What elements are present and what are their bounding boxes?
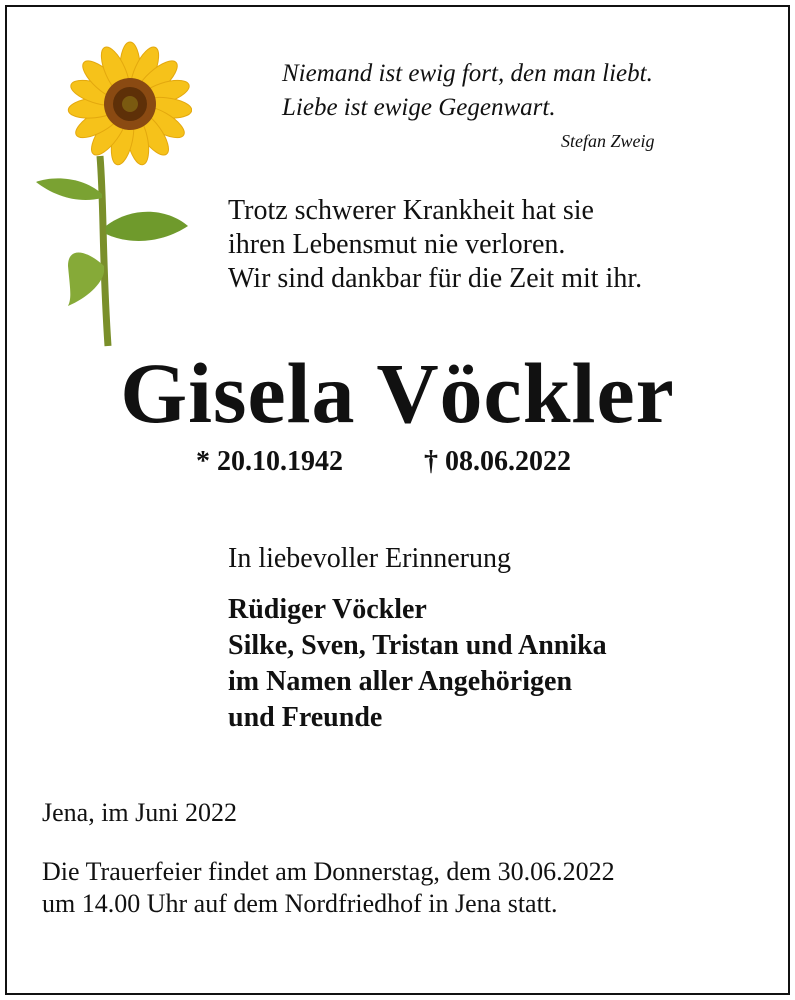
death-date: † 08.06.2022 (424, 446, 571, 477)
intro-line: ihren Lebensmut nie verloren. (228, 229, 566, 260)
family-line: und Freunde (228, 702, 383, 733)
family-line: Silke, Sven, Tristan und Annika (228, 630, 607, 661)
family-line: im Namen aller Angehörigen (228, 666, 573, 697)
quote-author: Stefan Zweig (561, 131, 655, 151)
birth-date: * 20.10.1942 (196, 446, 343, 477)
place-date: Jena, im Juni 2022 (42, 798, 237, 827)
intro-line: Wir sind dankbar für die Zeit mit ihr. (228, 263, 643, 294)
service-line: Die Trauerfeier findet am Donnerstag, dem 30.06.2022 (42, 857, 615, 886)
family-line: Rüdiger Vöckler (228, 594, 427, 625)
intro-line: Trotz schwerer Krankheit hat sie (228, 195, 594, 226)
sunflower-icon (32, 36, 192, 348)
quote-line: Niemand ist ewig fort, den man liebt. (282, 60, 653, 87)
quote-line: Liebe ist ewige Gegenwart. (282, 94, 556, 121)
memory-line: In liebevoller Erinnerung (228, 543, 512, 574)
service-line: um 14.00 Uhr auf dem Nordfriedhof in Jena statt. (42, 889, 558, 918)
deceased-name: Gisela Vöckler (120, 345, 675, 441)
